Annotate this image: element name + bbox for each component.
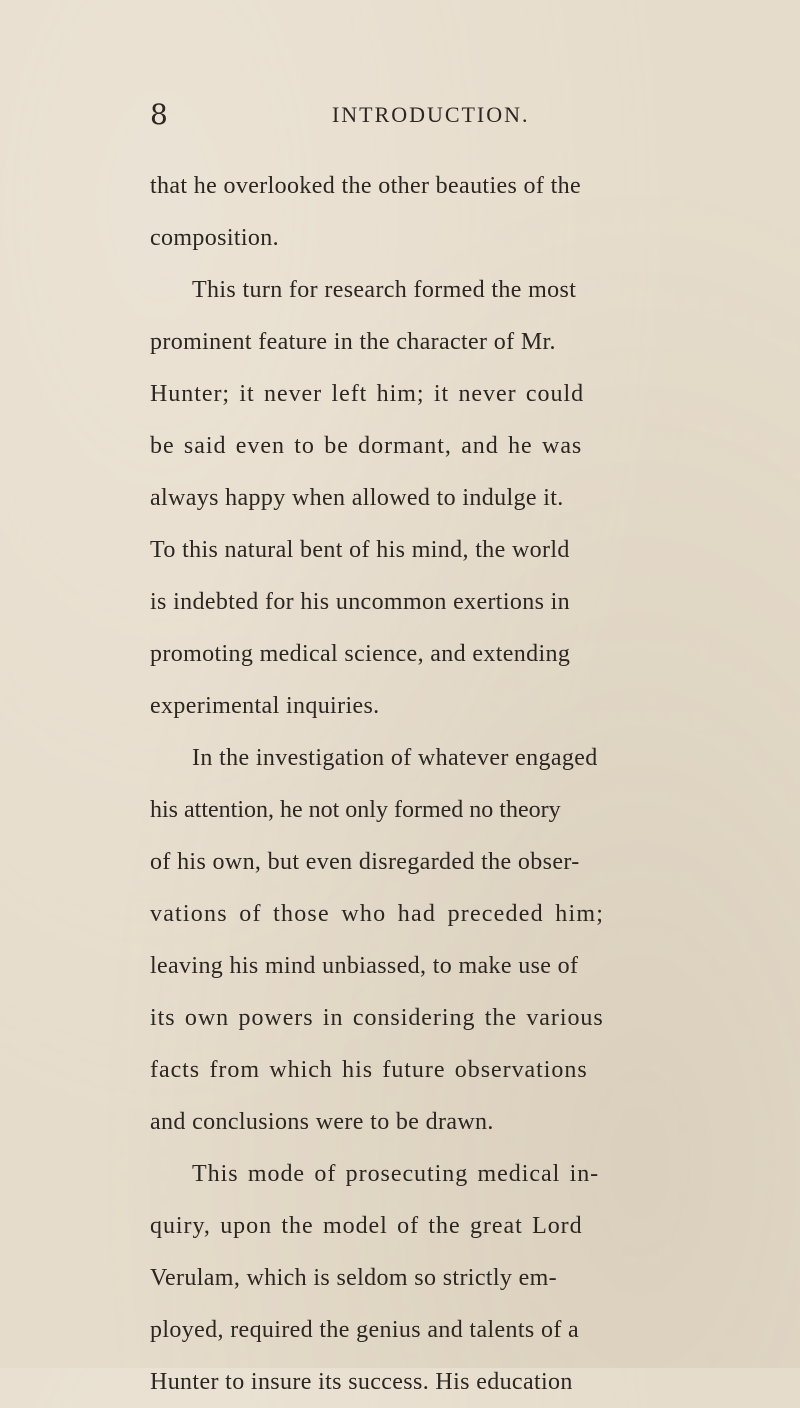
text-line: This turn for research formed the most: [192, 277, 577, 303]
text-line: be said even to be dormant, and he was: [150, 433, 583, 459]
body-text: [150, 160, 710, 1408]
text-line: his attention, he not only formed no theory: [150, 797, 561, 823]
text-line: quiry, upon the model of the great Lord: [150, 1213, 583, 1239]
text-line: Hunter; it never left him; it never could: [150, 381, 585, 407]
text-line: In the investigation of whatever engaged: [192, 745, 598, 771]
running-head: [150, 97, 670, 133]
text-line: ployed, required the genius and talents of a: [150, 1317, 580, 1343]
text-line: To this natural bent of his mind, the world: [150, 537, 570, 563]
text-line: always happy when allowed to indulge it.: [150, 485, 564, 511]
text-line: is indebted for his uncommon exertions in: [150, 589, 571, 615]
text-line: promoting medical science, and extending: [150, 641, 571, 667]
text-line: Verulam, which is seldom so strictly em-: [150, 1265, 558, 1291]
text-line: that he overlooked the other beauties of the: [150, 173, 582, 199]
text-line: of his own, but even disregarded the obser-: [150, 849, 580, 875]
page-number: 8: [150, 98, 169, 131]
text-line: leaving his mind unbiassed, to make use of: [150, 953, 579, 979]
running-title: INTRODUCTION.: [332, 102, 530, 127]
text-line: Hunter to insure its success. His education: [150, 1369, 573, 1395]
text-line: experimental inquiries.: [150, 693, 380, 719]
text-line: prominent feature in the character of Mr.: [150, 329, 556, 355]
text-line: composition.: [150, 225, 279, 251]
text-line: facts from which his future observations: [150, 1057, 588, 1083]
text-line: its own powers in considering the various: [150, 1005, 604, 1031]
text-line: This mode of prosecuting medical in-: [192, 1161, 600, 1187]
text-line: vations of those who had preceded him;: [150, 901, 605, 927]
text-line: and conclusions were to be drawn.: [150, 1109, 494, 1135]
